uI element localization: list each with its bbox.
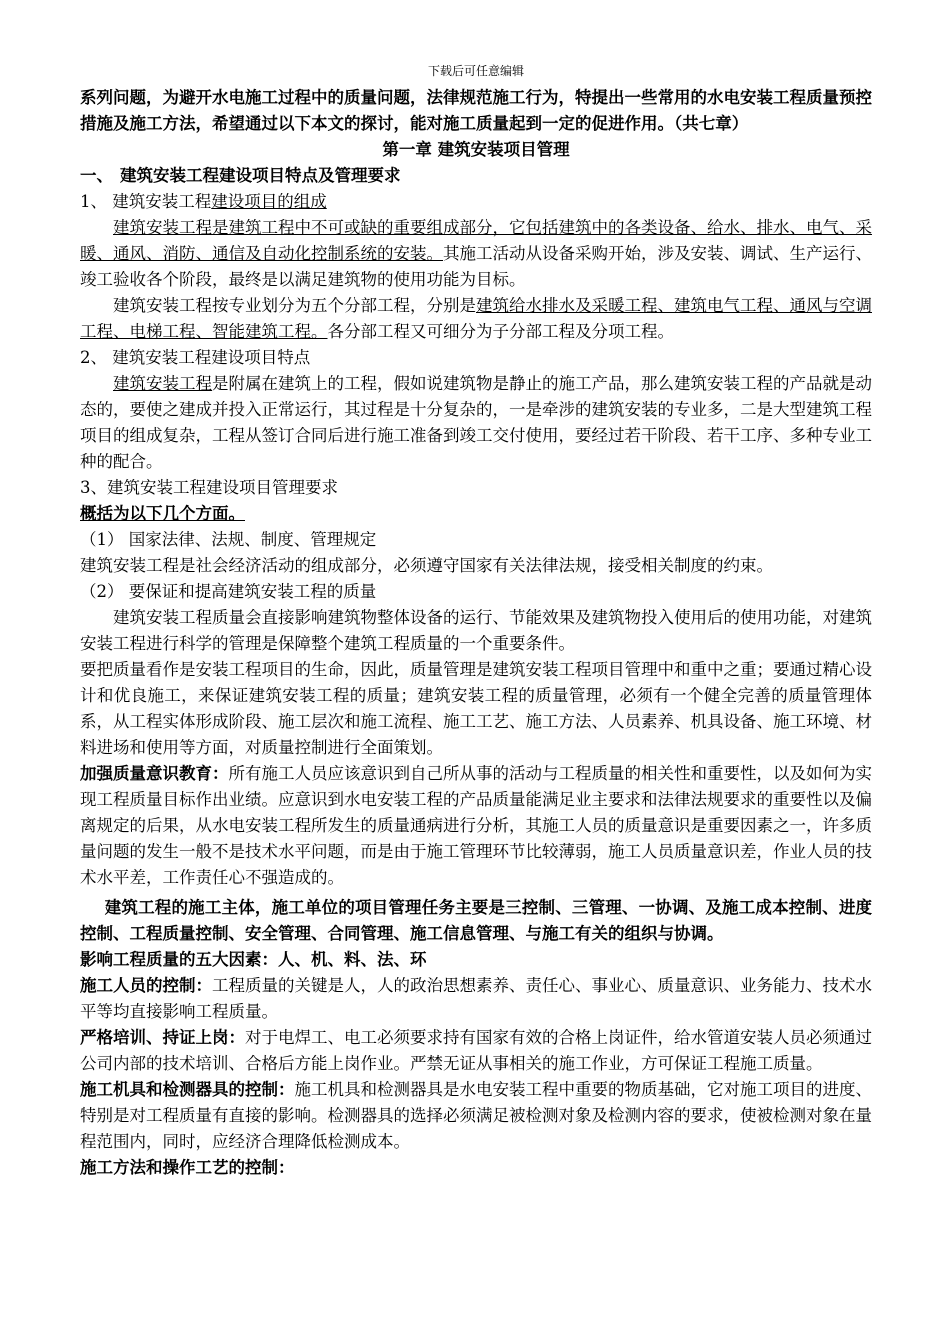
paragraph-2 [80,293,872,345]
method-heading: 施工方法和操作工艺的控制： [80,1158,295,1177]
paragraph-3-rest: 是附属在建筑上的工程，假如说建筑物是静止的施工产品，那么建筑安装工程的产品就是动态的，要使之建成并投入正常运行，其过程是十分复杂的，一是牵涉的建筑安装的专业多，二是大型建筑工程项目的组成复杂，工程从签订合同后进行施工准备到竣工交付使用，要经过若干阶段、若干工序、多种专业工种的配合。 [80,374,872,471]
item-2-text-1: 建筑安装工程质量会直接影响建筑物整体设备的运行、节能效果及建筑物投入使用后的使用功能，对建筑安装工程进行科学的管理是保障整个建筑工程质量的一个重要条件。 [80,608,872,653]
paragraph-1-rest: 其施工活动从设备采购开始，涉及安装、调试、生产运行、竣工验收各个阶段，最终是以满足建筑物的使用功能为目标。 [80,244,872,289]
subsection-2: 2、 建筑安装工程建设项目特点 [80,348,311,367]
personnel-label: 施工人员的控制： [80,976,212,995]
main-body-paragraph: 建筑工程的施工主体，施工单位的项目管理任务主要是三控制、三管理、一协调、及施工成本控制、进度控制、工程质量控制、安全管理、合同管理、施工信息管理、与施工有关的组织与协调。 [80,898,872,943]
paragraph-2-rest: 各分部工程又可细分为子分部工程及分项工程。 [327,322,674,341]
paragraph-3-underlined: 建筑安装工程 [113,374,212,393]
section-title: 建筑安装工程建设项目特点及管理要求 [120,166,401,185]
section-heading-1 [80,163,872,189]
training-text: 对于电焊工、电工必须要求持有国家有效的合格上岗证件，给水管道安装人员必须通过公司内部的技术培训、合格后方能上岗作业。严禁无证从事相关的施工作业，方可保证工程施工质量。 [80,1028,872,1073]
paragraph-2-pre: 建筑安装工程按专业划分为五个分部工程，分别是 [113,296,476,315]
chapter-title: 第一章 建筑安装项目管理 [382,140,570,159]
five-factors-heading: 影响工程质量的五大因素：人、机、料、法、环 [80,950,427,969]
equipment-paragraph [80,1077,872,1155]
intro-paragraph: 系列问题，为避开水电施工过程中的质量问题，法律规范施工行为，特提出一些常用的水电安装工程质量预控措施及施工方法，希望通过以下本文的探讨，能对施工质量起到一定的促进作用。（共七章） [80,88,872,133]
paragraph-1-underlined: 建筑安装工程是建筑工程中不可或缺的重要组成部分，它包括建筑中的各类设备、给水、排水、电气、采暖、通风、消防、通信及自动化控制系统的安装。 [80,218,872,263]
subsection-1 [80,189,872,215]
item-2-heading: （2） 要保证和提高建筑安装工程的质量 [80,582,377,601]
personnel-paragraph [80,973,872,1025]
personnel-text: 工程质量的关键是人，人的政治思想素养、责任心、事业心、质量意识、业务能力、技术水平等均直接影响工程质量。 [80,976,872,1021]
item-1-text: 建筑安装工程是社会经济活动的组成部分，必须遵守国家有关法律法规，接受相关制度的约束。 [80,556,773,575]
item-1-heading: （1） 国家法律、法规、制度、管理规定 [80,530,377,549]
subsection-3: 3、建筑安装工程建设项目管理要求 [80,478,338,497]
training-label: 严格培训、持证上岗： [80,1028,245,1047]
subsection-1-prefix: 1、 建筑安装工程 [80,192,212,211]
awareness-text: 所有施工人员应该意识到自己所从事的活动与工程质量的相关性和重要性，以及如何为实现工程质量目标作出业绩。应意识到水电安装工程的产品质量能满足业主要求和法律法规要求的重要性以及偏离规定的后果，从水电安装工程所发生的质量通病进行分析，其施工人员的质量意识是重要因素之一，许多质量问题的发生一般不是技术水平问题，而是由于施工管理环节比较薄弱，施工人员质量意识差，作业人员的技术水平差，工作责任心不强造成的。 [80,764,872,887]
awareness-paragraph [80,761,872,891]
header-note: 下载后可任意编辑 [427,64,524,78]
section-number: 一、 [80,166,113,185]
paragraph-2-underlined: 建筑给水排水及采暖工程、建筑电气工程、通风与空调工程、电梯工程、智能建筑工程。 [80,296,872,341]
awareness-label: 加强质量意识教育： [80,764,229,783]
item-2-text-2: 要把质量看作是安装工程项目的生命，因此，质量管理是建筑安装工程项目管理中和重中之重；要通过精心设计和优良施工，来保证建筑安装工程的质量；建筑安装工程的质量管理，必须有一个健全完善的质量管理体系，从工程实体形成阶段、施工层次和施工流程、施工工艺、施工方法、人员素养、机具设备、施工环境、材料进场和使用等方面，对质量控制进行全面策划。 [80,660,872,757]
equipment-text: 施工机具和检测器具是水电安装工程中重要的物质基础，它对施工项目的进度、特别是对工程质量有直接的影响。检测器具的选择必须满足被检测对象及检测内容的要求，使被检测对象在量程范围内，同时，应经济合理降低检测成本。 [80,1080,872,1151]
training-paragraph [80,1025,872,1077]
paragraph-1 [80,215,872,293]
equipment-label: 施工机具和检测器具的控制： [80,1080,295,1099]
summary-line: 概括为以下几个方面。 [80,504,245,523]
subsection-1-underlined: 建设项目的组成 [211,192,327,211]
document-page [80,62,872,1181]
paragraph-3 [80,371,872,475]
